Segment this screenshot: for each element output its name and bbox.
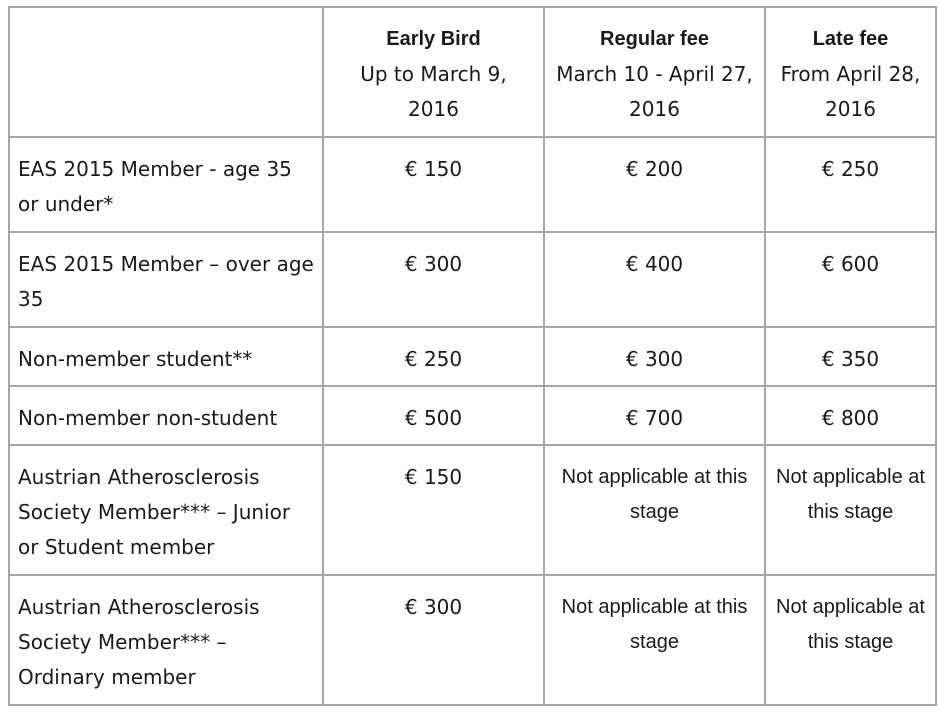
- registration-fee-table: [8, 6, 937, 706]
- early-bird-fee: € 250: [323, 327, 544, 386]
- early-bird-fee: € 300: [323, 232, 544, 327]
- table-row: [9, 445, 936, 575]
- header-corner-cell: [9, 7, 323, 137]
- header-early-bird: [323, 7, 544, 137]
- header-title: Regular fee: [600, 28, 709, 50]
- regular-fee: € 200: [544, 137, 765, 232]
- row-label: Non-member student**: [9, 327, 323, 386]
- row-label: Non-member non-student: [9, 386, 323, 445]
- regular-fee: € 400: [544, 232, 765, 327]
- header-regular-fee: [544, 7, 765, 137]
- header-subtitle: From April 28, 2016: [780, 62, 921, 121]
- row-label: Austrian Atherosclerosis Society Member*** – Junior or Student member: [9, 445, 323, 575]
- row-label: EAS 2015 Member – over age 35: [9, 232, 323, 327]
- late-fee: € 350: [765, 327, 936, 386]
- table-header-row: [9, 7, 936, 137]
- table-row: [9, 575, 936, 705]
- late-fee: € 800: [765, 386, 936, 445]
- late-fee: Not applicable at this stage: [765, 575, 936, 705]
- table-row: [9, 327, 936, 386]
- header-subtitle: March 10 - April 27, 2016: [556, 62, 753, 121]
- header-title: Early Bird: [386, 28, 481, 50]
- late-fee: Not applicable at this stage: [765, 445, 936, 575]
- late-fee: € 600: [765, 232, 936, 327]
- row-label: EAS 2015 Member - age 35 or under*: [9, 137, 323, 232]
- early-bird-fee: € 300: [323, 575, 544, 705]
- late-fee: € 250: [765, 137, 936, 232]
- regular-fee: Not applicable at this stage: [544, 445, 765, 575]
- table-row: [9, 232, 936, 327]
- header-subtitle: Up to March 9, 2016: [360, 62, 507, 121]
- early-bird-fee: € 500: [323, 386, 544, 445]
- header-title: Late fee: [812, 28, 889, 50]
- regular-fee: € 300: [544, 327, 765, 386]
- early-bird-fee: € 150: [323, 137, 544, 232]
- table-row: [9, 137, 936, 232]
- early-bird-fee: € 150: [323, 445, 544, 575]
- table-row: [9, 386, 936, 445]
- header-late-fee: [765, 7, 936, 137]
- regular-fee: Not applicable at this stage: [544, 575, 765, 705]
- row-label: Austrian Atherosclerosis Society Member*** – Ordinary member: [9, 575, 323, 705]
- regular-fee: € 700: [544, 386, 765, 445]
